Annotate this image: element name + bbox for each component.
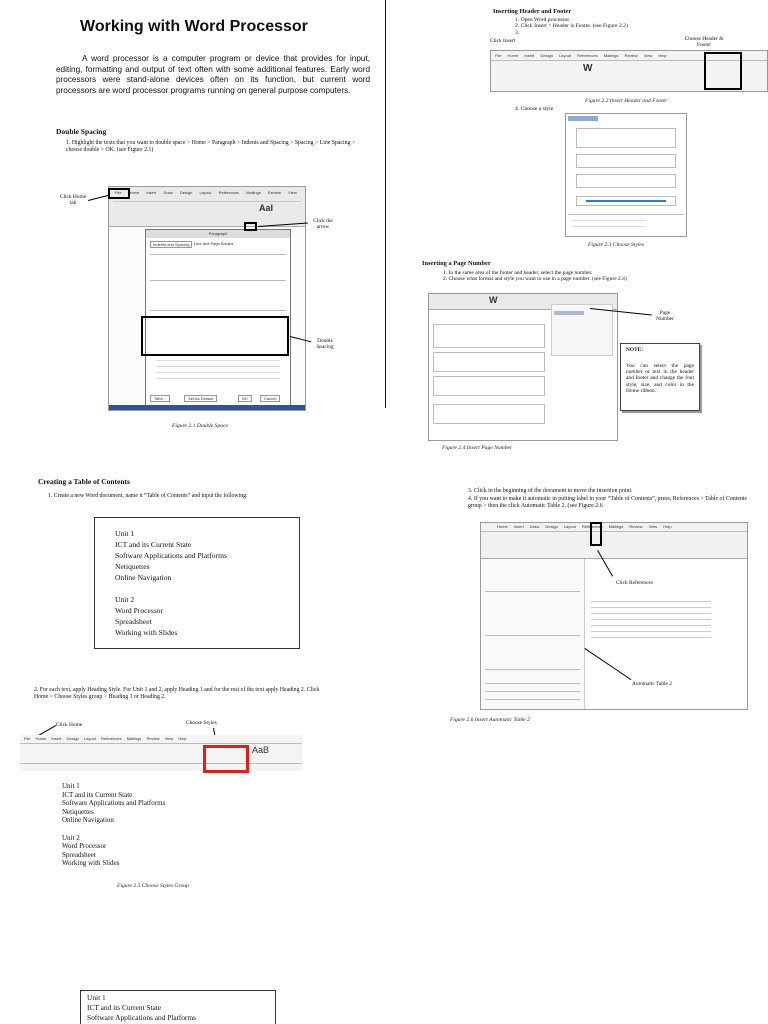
doc-line: Spreadsheet: [62, 850, 96, 859]
toc-line: Software Applications and Platforms: [87, 1013, 196, 1022]
cancel-button[interactable]: Cancel: [260, 395, 280, 402]
toc-line: Unit 1: [87, 993, 106, 1002]
callout-automatic-table-2: Automatic Table 2: [632, 681, 672, 687]
tab-line-page-breaks[interactable]: Line and Page Breaks: [194, 241, 234, 246]
toc-line: Working with Slides: [115, 628, 178, 637]
toc-heading: Creating a Table of Contents: [38, 477, 130, 486]
callout-click-references: Click References: [616, 580, 653, 586]
doc-line: Software Applications and Platforms: [62, 799, 166, 808]
toc-line: Netiquettes: [115, 562, 150, 571]
doc-line: Word Processor: [62, 842, 107, 851]
callout-click-home: Click Home tab: [59, 194, 87, 206]
callout-click-home: Click Home: [56, 722, 83, 728]
figure-2-3-caption: Figure 2.3 Choose Styles: [588, 242, 645, 248]
toc-input-box: [94, 517, 300, 649]
toc-line: ICT and its Current State: [115, 540, 192, 549]
figure-2-6-screenshot: Home Insert Draw Design Layout References Mailings Review View Help: [480, 522, 748, 710]
spacing-highlight: [141, 316, 289, 356]
status-bar: [109, 405, 305, 410]
figure-2-5-ribbon: File Home Insert Design Layout References Mailings Review View Help AaB: [20, 735, 302, 771]
doc-line: Working with Slides: [62, 859, 120, 868]
note-title: NOTE:: [626, 347, 644, 353]
figure-2-6-caption: Figure 2.6 Insert Automatic Table 2: [450, 717, 530, 723]
double-spacing-heading: Double Spacing: [56, 127, 107, 136]
arrow-highlight: [244, 222, 257, 231]
doc-line: Unit 2: [62, 833, 80, 842]
styles-group-highlight: [203, 745, 249, 773]
callout-page-number: Page Number: [656, 310, 674, 322]
header-footer-group-highlight: [704, 52, 742, 90]
toc-line: ICT and its Current State: [87, 1003, 162, 1012]
references-highlight: [590, 522, 602, 546]
arrow-line: [88, 195, 110, 201]
page-number-menu: [551, 304, 613, 356]
home-tab-highlight: [108, 188, 130, 199]
toc-line: Spreadsheet: [115, 617, 152, 626]
page-number-steps: [443, 270, 703, 283]
tabs-button[interactable]: Tabs...: [150, 395, 170, 402]
callout-double-spacing: Double Spacing: [316, 338, 334, 350]
note-box: [620, 343, 700, 411]
tab-indents-spacing[interactable]: Indents and Spacing: [150, 241, 192, 248]
header-footer-heading: Inserting Header and Footer: [493, 8, 572, 15]
doc-line: Netiquettes: [62, 807, 94, 816]
note-text: You can select the page number or text in the header and footer and change the font style, size, and color in the Home ribbon.: [626, 363, 694, 394]
figure-2-3-screenshot: [565, 113, 687, 237]
doc-line: Online Navigation: [62, 816, 114, 825]
page-title: Working with Word Processor: [80, 18, 308, 35]
doc-line: ICT and its Current State: [62, 790, 133, 799]
callout-click-insert: Click Insert: [490, 38, 516, 44]
step-1: 1. Open Word processor.: [515, 17, 571, 23]
figure-2-2-caption: Figure 2.2 Insert Header and Footer: [585, 98, 668, 104]
toc-step1: 1. Create a new Word document, name it “Table of Contents” and input the following:: [48, 493, 248, 499]
toc-line: Word Processor: [115, 606, 164, 615]
step-1: 1. In the same area of the footer and header, select the page number.: [443, 270, 593, 276]
column-divider: [385, 0, 386, 408]
dialog-title: Paragraph: [146, 230, 290, 238]
double-spacing-step1: [66, 140, 368, 154]
toc-line: Unit 1: [115, 529, 135, 538]
toc-step2: 2. For each text, apply Heading Style. For Unit 1 and 2, apply Heading 1 and for the rest of the text apply Heading 2. Click Home > Choose Styles group > Heading 1 or Heading 2.: [34, 687, 320, 701]
callout-click-arrow: Click the arrow: [313, 218, 333, 230]
step-2: 2. Click Insert > Header is Footer. (see Figure 2.2): [515, 23, 628, 30]
toc-step4: 4. If you want to make it automatic in putting label in your “Table of Contents”, press, References > Table of Contents group > then the click Automatic Table 2. (see Figure 2.6: [468, 496, 747, 509]
step-text: Highlight the texts that you want to double space > Home > Paragraph > Indents and Spacing > Spacing > Line Spacing > choose double > OK. (see Figure 2.1): [66, 140, 356, 154]
step-4-choose-style: 4. Choose a style.: [515, 106, 555, 112]
word-ribbon: File Home Insert Draw Design Layout References Mailings Review View AaI: [109, 187, 305, 227]
step-number: 1.: [66, 140, 71, 146]
toc-line: Software Applications and Platforms: [115, 551, 227, 560]
figure-2-4-caption: Figure 2.4 Insert Page Number: [442, 445, 513, 451]
bottom-toc-box: [80, 990, 276, 1024]
figure-2-5-caption: Figure 2.5 Choose Styles Group: [117, 883, 189, 889]
figure-2-1-caption: Figure 2.1 Double Space: [172, 423, 229, 429]
step-3: 3.: [515, 29, 520, 36]
figure-2-4-screenshot: W: [428, 293, 618, 441]
doc-text-block: [62, 782, 165, 868]
doc-line: Unit 1: [62, 782, 80, 790]
callout-choose-styles: Choose Styles: [186, 720, 217, 726]
toc-line: Online Navigation: [115, 573, 172, 582]
header-footer-steps: [515, 17, 715, 36]
toc-preview: [591, 593, 711, 653]
callout-choose-header-footer: Choose Header & Footer: [684, 36, 724, 48]
toc-step3: 3. Click in the beginning of the document to move the insertion point.: [468, 488, 633, 494]
figure-2-1-screenshot: [108, 186, 306, 411]
set-default-button[interactable]: Set As Default: [184, 395, 217, 402]
ok-button[interactable]: OK: [238, 395, 252, 402]
figure-2-2-screenshot: File Home Insert Design Layout References Mailings Review View Help W: [490, 50, 768, 92]
step-2: 2. Choose what format and style you want to use in a page number. (see Figure 2.4): [443, 276, 627, 283]
toc-line: Unit 2: [115, 595, 135, 604]
page-number-heading: Inserting a Page Number: [422, 260, 491, 267]
toc-gallery: [481, 559, 585, 710]
intro-paragraph: A word processor is a computer program or device that provides for input, editing, formatting and output of text often with some additional features. Early word processors were stand-alone devices often on its function, but current word processors are word processor programs running on general purpose computers.: [56, 54, 370, 95]
